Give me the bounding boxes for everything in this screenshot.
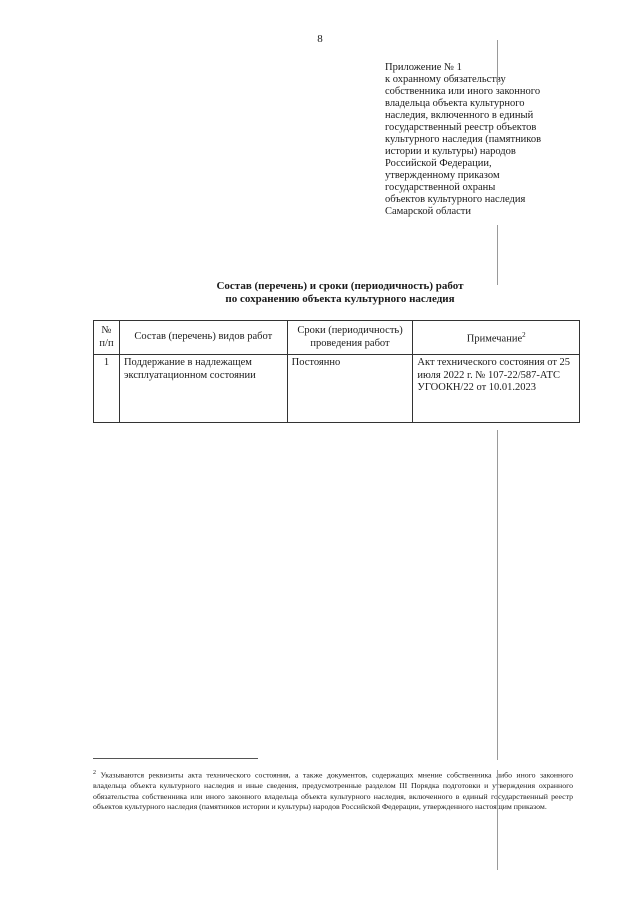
appendix-line: государственный реестр объектов [385, 122, 537, 133]
footnote-divider [93, 758, 258, 759]
header-terms: Сроки (периодичность) проведения работ [287, 321, 413, 355]
cell-terms: Постоянно [287, 355, 413, 423]
title-line-1: Состав (перечень) и сроки (периодичность) работ [216, 280, 464, 292]
appendix-line: собственника или иного законного [385, 86, 541, 97]
table-row [94, 355, 580, 423]
appendix-line: наследия, включенного в единый [385, 110, 534, 121]
scan-artifact-line [497, 40, 498, 85]
appendix-header [385, 62, 590, 218]
footnote-text: Указываются реквизиты акта технического состояния, а также документов, содержащих мнение собственника либо иного законного владельца объекта культурного наследия и иные сведения, предусмотренные разделом III Порядка подготовки и утверждения охранного обязательства собственника или иного законного владельца объекта культурного наследия, включенного в единый государственный реестр объектов культурного наследия (памятников истории и культуры) народов Российской Федерации, утвержденного настоящим приказом. [93, 770, 573, 812]
appendix-line: владельца объекта культурного [385, 98, 525, 109]
header-works: Состав (перечень) видов работ [119, 321, 287, 355]
footnote [93, 768, 573, 813]
appendix-line: объектов культурного наследия [385, 194, 526, 205]
appendix-line: истории и культуры) народов [385, 146, 516, 157]
cell-works: Поддержание в надлежащем эксплуатационном состоянии [119, 355, 287, 423]
header-note [413, 321, 580, 355]
appendix-line: утвержденному приказом [385, 170, 500, 181]
scan-artifact-line [497, 430, 498, 760]
header-note-label: Примечание [466, 333, 523, 345]
cell-note: Акт технического состояния от 25 июля 2022 г. № 107-22/587-АТС УГООКН/22 от 10.01.2023 [413, 355, 580, 423]
cell-num: 1 [94, 355, 120, 423]
table-header-row [94, 321, 580, 355]
appendix-line: Российской Федерации, [385, 158, 492, 169]
appendix-line: культурного наследия (памятников [385, 134, 542, 145]
appendix-line: к охранному обязательству [385, 74, 506, 85]
scan-artifact-line [497, 770, 498, 870]
footnote-mark: 2 [93, 770, 96, 776]
scan-artifact-line [497, 225, 498, 285]
works-table [93, 320, 580, 423]
document-title [0, 280, 640, 306]
appendix-line: Приложение № 1 [385, 62, 462, 73]
appendix-line: государственной охраны [385, 182, 496, 193]
title-line-2: по сохранению объекта культурного наследия [225, 293, 455, 305]
footnote-ref: 2 [522, 331, 526, 339]
page-number: 8 [317, 33, 323, 45]
appendix-line: Самарской области [385, 206, 471, 217]
header-num: № п/п [94, 321, 120, 355]
